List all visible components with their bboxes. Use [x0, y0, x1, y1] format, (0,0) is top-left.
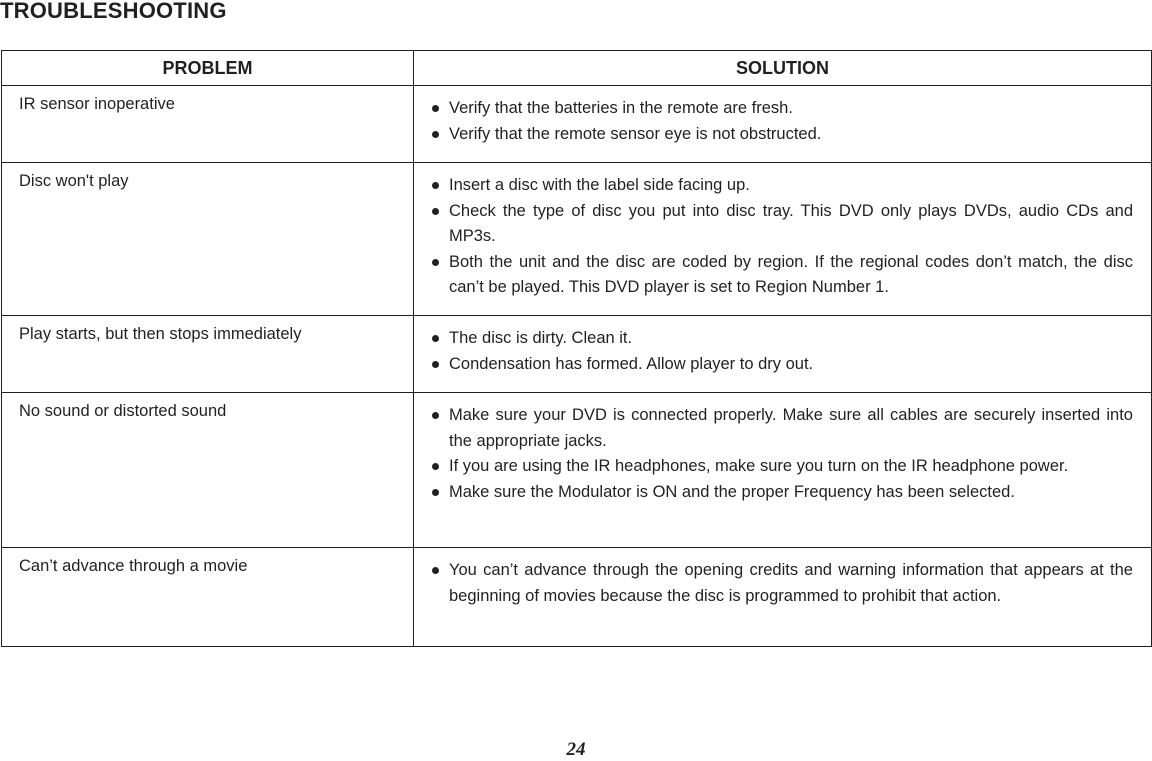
solution-cell — [414, 393, 1152, 548]
table-header-row — [2, 51, 1152, 86]
solution-text: Check the type of disc you put into disc tray. This DVD only plays DVDs, audio CDs and MP3s. — [449, 201, 1133, 245]
bullet-icon — [432, 131, 439, 138]
bullet-icon — [432, 208, 439, 215]
solution-text: If you are using the IR headphones, make sure you turn on the IR headphone power. — [449, 457, 1069, 475]
solution-cell — [414, 548, 1152, 647]
solution-text: Insert a disc with the label side facing up. — [449, 176, 750, 194]
bullet-icon — [432, 567, 439, 574]
list-item — [428, 480, 1133, 506]
bullet-icon — [432, 259, 439, 266]
bullet-icon — [432, 489, 439, 496]
solution-text: You can’t advance through the opening credits and warning information that appears at the beginning of movies because the disc is programmed to prohibit that action. — [449, 561, 1133, 605]
solution-text: Condensation has formed. Allow player to dry out. — [449, 354, 814, 373]
bullet-icon — [432, 182, 439, 189]
solution-list — [428, 558, 1133, 609]
troubleshooting-table — [1, 50, 1152, 647]
problem-cell: Can’t advance through a movie — [2, 548, 414, 647]
solution-text: Both the unit and the disc are coded by region. If the regional codes don’t match, the disc can’t be played. This DVD player is set to Region Number 1. — [449, 252, 1133, 296]
solution-list — [428, 173, 1133, 301]
solution-list — [428, 326, 1133, 377]
list-item — [428, 454, 1133, 480]
solution-text: The disc is dirty. Clean it. — [449, 329, 633, 347]
solution-cell — [414, 316, 1152, 393]
problem-cell: Disc won't play — [2, 163, 414, 316]
list-item — [428, 173, 1133, 199]
list-item — [428, 199, 1133, 250]
table-row — [2, 163, 1152, 316]
list-item — [428, 403, 1133, 454]
solution-list — [428, 96, 1133, 147]
solution-text: Verify that the batteries in the remote are fresh. — [449, 99, 793, 117]
bullet-icon — [432, 335, 439, 342]
table-row — [2, 548, 1152, 647]
table-row — [2, 86, 1152, 163]
list-item — [428, 122, 1133, 148]
solution-text: Verify that the remote sensor eye is not obstructed. — [449, 124, 822, 143]
bullet-icon — [432, 463, 439, 470]
bullet-icon — [432, 361, 439, 368]
problem-cell: IR sensor inoperative — [2, 86, 414, 163]
list-item — [428, 326, 1133, 352]
list-item — [428, 558, 1133, 609]
problem-cell: No sound or distorted sound — [2, 393, 414, 548]
list-item — [428, 352, 1133, 378]
solution-cell — [414, 163, 1152, 316]
solution-cell — [414, 86, 1152, 163]
table-row — [2, 393, 1152, 548]
column-header-problem: PROBLEM — [2, 51, 414, 86]
page-number: 24 — [566, 739, 586, 760]
solution-text: Make sure the Modulator is ON and the proper Frequency has been selected. — [449, 482, 1015, 501]
page-title: TROUBLESHOOTING — [0, 0, 227, 23]
bullet-icon — [432, 412, 439, 419]
solution-list — [428, 403, 1133, 505]
bullet-icon — [432, 105, 439, 112]
problem-cell: Play starts, but then stops immediately — [2, 316, 414, 393]
list-item — [428, 96, 1133, 122]
list-item — [428, 250, 1133, 301]
table-row — [2, 316, 1152, 393]
column-header-solution: SOLUTION — [414, 51, 1152, 86]
solution-text: Make sure your DVD is connected properly. Make sure all cables are securely inserted into the appropriate jacks. — [449, 406, 1133, 450]
